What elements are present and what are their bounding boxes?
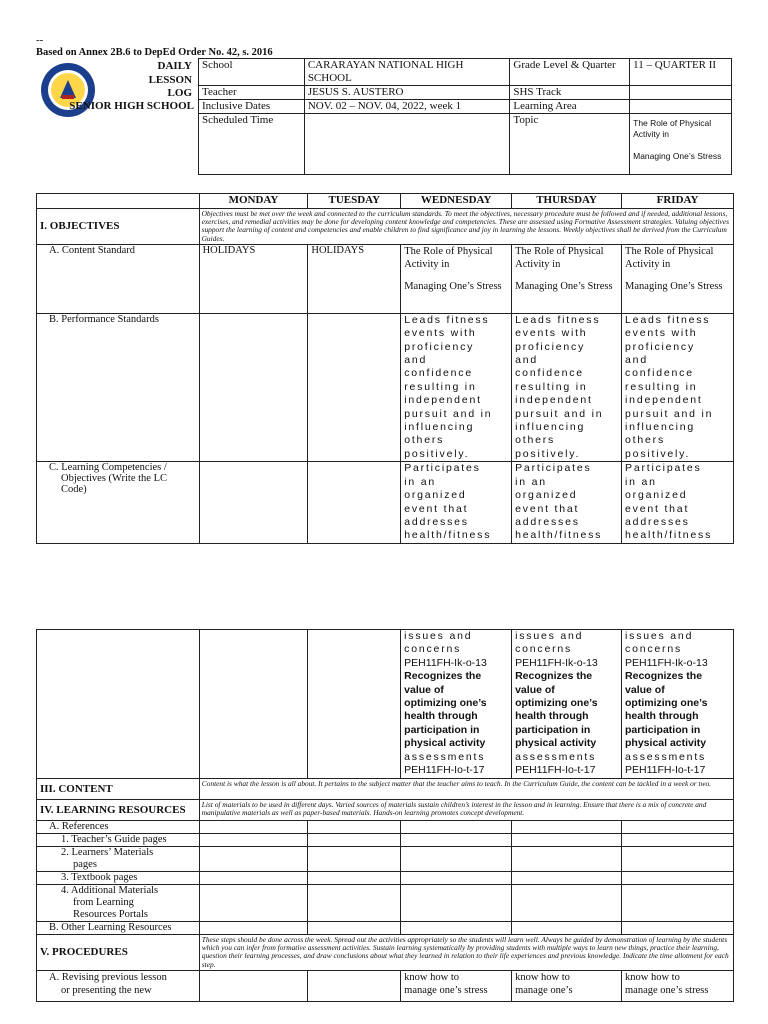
learning-competencies-label: C. Learning Competencies / Objectives (Write the LC Code) <box>37 462 200 543</box>
wednesday-competencies: Participates in an organized event that addresses health/fitness <box>401 462 512 543</box>
area-value <box>630 100 732 114</box>
additional-materials-label: 4. Additional Materials from Learning Resources Portals <box>37 885 200 922</box>
grade-label: Grade Level & Quarter <box>510 59 630 86</box>
thursday-content-standard <box>512 244 622 313</box>
dates-value: NOV. 02 – NOV. 04, 2022, week 1 <box>304 100 510 114</box>
topic-value <box>630 114 732 175</box>
tuesday-performance <box>308 313 401 461</box>
track-label: SHS Track <box>510 86 630 100</box>
content-note: Content is what the lesson is all about. It pertains to the subject matter that the teacher aims to teach. In the Curriculum Guide, the content can be tackled in a week or two. <box>199 779 733 800</box>
dll-line-3: LOG <box>167 87 192 99</box>
time-label: Scheduled Time <box>199 114 305 175</box>
top-mark: -- <box>36 34 44 46</box>
textbook-pages-label: 3. Textbook pages <box>37 872 200 885</box>
thursday-revising: know how to manage one’s <box>512 970 622 1001</box>
content-label: III. CONTENT <box>37 779 200 800</box>
learning-resources-label: IV. LEARNING RESOURCES <box>37 800 200 821</box>
tuesday-content-standard: HOLIDAYS <box>308 244 401 313</box>
thursday-performance: Leads fitness events with proficiency and confidence resulting in independent pursuit and in influencing others positively. <box>512 313 622 461</box>
topic-line-2: Managing One’s Stress <box>633 151 722 161</box>
wednesday-continued: issues and concerns PEH11FH-Ik-o-13 Recognizes the value of optimizing one’s health through participation in physical activity assessments PEH11FH-Io-t-17 <box>401 630 512 779</box>
references-label: A. References <box>37 821 200 834</box>
annex-reference: Based on Annex 2B.6 to DepEd Order No. 42, s. 2016 <box>36 47 273 58</box>
friday-revising: know how to manage one’s stress <box>622 970 734 1001</box>
friday-continued: issues and concerns PEH11FH-Ik-o-13 Recognizes the value of optimizing one’s health through participation in physical activity assessments PEH11FH-Io-t-17 <box>622 630 734 779</box>
friday-performance: Leads fitness events with proficiency and confidence resulting in independent pursuit and in influencing others positively. <box>622 313 734 461</box>
time-value <box>304 114 510 175</box>
lesson-log-table <box>36 193 734 544</box>
wednesday-content-standard <box>401 244 512 313</box>
monday-continued <box>199 630 308 779</box>
dates-label: Inclusive Dates <box>199 100 305 114</box>
objectives-label: I. OBJECTIVES <box>37 209 200 245</box>
dll-line-4: SENIOR HIGH SCHOOL <box>69 100 194 112</box>
monday-performance <box>199 313 308 461</box>
teachers-guide-label: 1. Teacher’s Guide pages <box>37 834 200 847</box>
cs-text-1: The Role of Physical Activity in <box>515 245 604 271</box>
daily-lesson-log-title <box>69 60 194 112</box>
tuesday-competencies <box>308 462 401 543</box>
topic-line-1: The Role of Physical Activity in <box>633 118 712 139</box>
school-label: School <box>199 59 305 86</box>
cs-text-2: Managing One’s Stress <box>625 280 723 292</box>
day-monday: MONDAY <box>199 194 308 209</box>
teacher-label: Teacher <box>199 86 305 100</box>
tuesday-continued <box>308 630 401 779</box>
corner-cell <box>37 194 200 209</box>
procedures-note: These steps should be done across the week. Spread out the activities appropriately so the students will learn well. Always be guided by demonstration of learning by the students which you can infer from formative assessment activities. Sustain learning systematically by providing students with multiple ways to learn new things, practice their learning, question their learning processes, and draw conclusions about what they learned in relation to their life experiences and previous knowledge. Indicate the time allotment for each step. <box>199 935 733 971</box>
monday-content-standard: HOLIDAYS <box>199 244 308 313</box>
topic-label: Topic <box>510 114 630 175</box>
cs-text-2: Managing One’s Stress <box>404 280 502 292</box>
day-friday: FRIDAY <box>622 194 734 209</box>
dll-line-1: DAILY <box>157 60 192 72</box>
header-info-table <box>198 58 732 175</box>
thursday-competencies: Participates in an organized event that addresses health/fitness <box>512 462 622 543</box>
cs-text-1: The Role of Physical Activity in <box>404 245 493 271</box>
objectives-note: Objectives must be met over the week and connected to the curriculum standards. To meet the objectives, necessary procedure must be followed and if needed, additional lessons, exercises, and remedial activities may be done for developing content knowledge and competencies. These are assessed using Formative Assessment strategies. Valuing objectives support the learning of content and competencies and enable children to find significance and joy in learning the lessons. Weekly objectives shall be derived from the Curriculum Guides. <box>199 209 733 245</box>
day-wednesday: WEDNESDAY <box>401 194 512 209</box>
revising-lesson-label: A. Revising previous lesson or presenting the new <box>37 970 200 1001</box>
learners-materials-label: 2. Learners’ Materials pages <box>37 847 200 872</box>
procedures-label: V. PROCEDURES <box>37 935 200 971</box>
lesson-log-table-continued <box>36 629 734 1002</box>
dll-line-2: LESSON <box>148 73 192 86</box>
track-value <box>630 86 732 100</box>
other-resources-label: B. Other Learning Resources <box>37 922 200 935</box>
grade-value: 11 – QUARTER II <box>630 59 732 86</box>
friday-content-standard <box>622 244 734 313</box>
performance-standards-label: B. Performance Standards <box>37 313 200 461</box>
teacher-value: JESUS S. AUSTERO <box>304 86 510 100</box>
school-value: CARARAYAN NATIONAL HIGH SCHOOL <box>304 59 510 86</box>
cs-text-2: Managing One’s Stress <box>515 280 613 292</box>
continued-label-cell <box>37 630 200 779</box>
area-label: Learning Area <box>510 100 630 114</box>
cs-text-1: The Role of Physical Activity in <box>625 245 714 271</box>
monday-competencies <box>199 462 308 543</box>
thursday-continued: issues and concerns PEH11FH-Ik-o-13 Recognizes the value of optimizing one’s health through participation in physical activity assessments PEH11FH-Io-t-17 <box>512 630 622 779</box>
wednesday-revising: know how to manage one’s stress <box>401 970 512 1001</box>
day-thursday: THURSDAY <box>512 194 622 209</box>
friday-competencies: Participates in an organized event that addresses health/fitness <box>622 462 734 543</box>
content-standard-label: A. Content Standard <box>37 244 200 313</box>
wednesday-performance: Leads fitness events with proficiency and confidence resulting in independent pursuit and in influencing others positively. <box>401 313 512 461</box>
day-tuesday: TUESDAY <box>308 194 401 209</box>
learning-resources-note: List of materials to be used in different days. Varied sources of materials sustain children’s interest in the lesson and in learning. Ensure that there is a mix of concrete and manipulative materials as well as paper-based materials. Hands-on learning promotes concept development. <box>199 800 733 821</box>
